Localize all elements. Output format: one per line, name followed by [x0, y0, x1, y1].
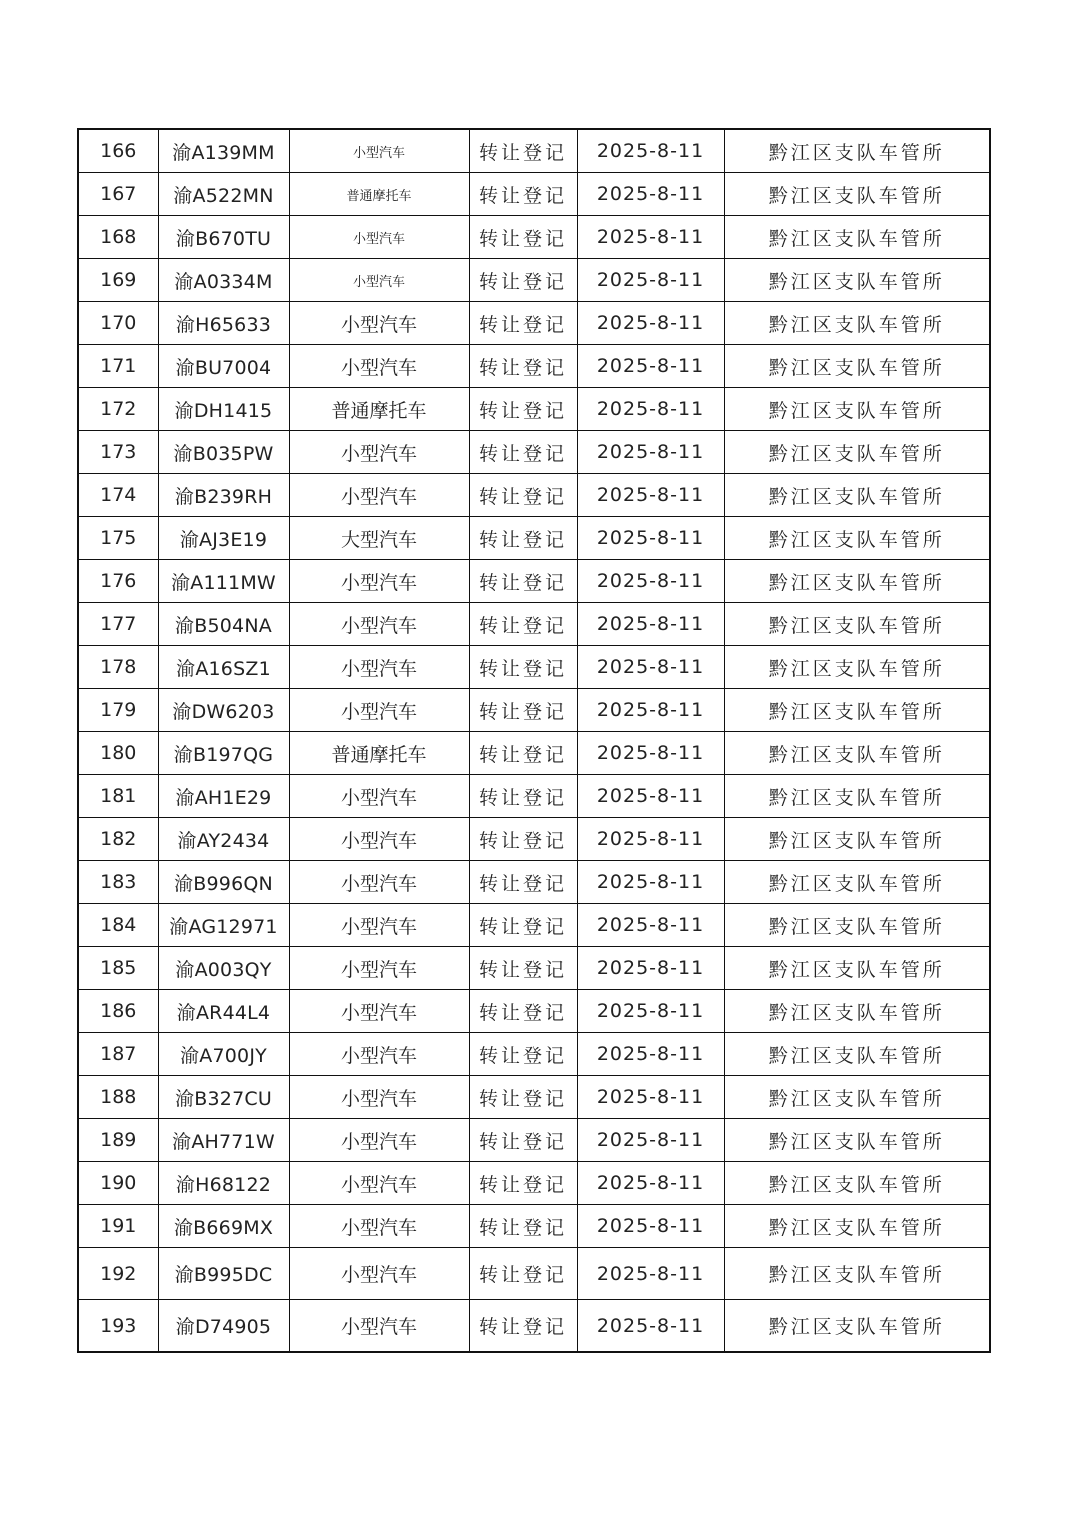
date-cell: 2025-8-11 [577, 517, 724, 560]
office-cell: 黔江区支队车管所 [724, 1162, 990, 1205]
vehicle-transfer-table [77, 128, 991, 1353]
business-type-cell: 转让登记 [469, 259, 577, 302]
row-number-cell: 179 [78, 689, 158, 732]
plate-number-cell: 渝AH771W [158, 1119, 289, 1162]
business-type-cell: 转让登记 [469, 646, 577, 689]
table-row [78, 216, 990, 259]
business-type-cell: 转让登记 [469, 302, 577, 345]
plate-number-cell: 渝H68122 [158, 1162, 289, 1205]
vehicle-type-cell: 小型汽车 [289, 990, 469, 1033]
plate-number-cell: 渝DH1415 [158, 388, 289, 431]
table-row [78, 517, 990, 560]
office-cell: 黔江区支队车管所 [724, 173, 990, 216]
office-cell: 黔江区支队车管所 [724, 431, 990, 474]
business-type-cell: 转让登记 [469, 1162, 577, 1205]
business-type-cell: 转让登记 [469, 1300, 577, 1353]
vehicle-type-cell: 小型汽车 [289, 689, 469, 732]
plate-number-cell: 渝A0334M [158, 259, 289, 302]
table-row [78, 603, 990, 646]
date-cell: 2025-8-11 [577, 818, 724, 861]
table-body [78, 129, 990, 1352]
table-row [78, 1300, 990, 1353]
vehicle-type-cell: 小型汽车 [289, 474, 469, 517]
table-row [78, 775, 990, 818]
date-cell: 2025-8-11 [577, 1300, 724, 1353]
office-cell: 黔江区支队车管所 [724, 1076, 990, 1119]
vehicle-type-cell: 小型汽车 [289, 775, 469, 818]
business-type-cell: 转让登记 [469, 474, 577, 517]
office-cell: 黔江区支队车管所 [724, 1205, 990, 1248]
vehicle-type-cell: 小型汽车 [289, 560, 469, 603]
date-cell: 2025-8-11 [577, 1205, 724, 1248]
date-cell: 2025-8-11 [577, 646, 724, 689]
table-row [78, 1162, 990, 1205]
office-cell: 黔江区支队车管所 [724, 646, 990, 689]
table-row [78, 560, 990, 603]
vehicle-type-cell: 普通摩托车 [289, 732, 469, 775]
business-type-cell: 转让登记 [469, 1205, 577, 1248]
vehicle-type-cell: 普通摩托车 [289, 173, 469, 216]
plate-number-cell: 渝B504NA [158, 603, 289, 646]
date-cell: 2025-8-11 [577, 1119, 724, 1162]
row-number-cell: 170 [78, 302, 158, 345]
plate-number-cell: 渝A139MM [158, 129, 289, 173]
office-cell: 黔江区支队车管所 [724, 689, 990, 732]
business-type-cell: 转让登记 [469, 947, 577, 990]
office-cell: 黔江区支队车管所 [724, 388, 990, 431]
row-number-cell: 186 [78, 990, 158, 1033]
office-cell: 黔江区支队车管所 [724, 129, 990, 173]
row-number-cell: 185 [78, 947, 158, 990]
vehicle-type-cell: 小型汽车 [289, 904, 469, 947]
business-type-cell: 转让登记 [469, 732, 577, 775]
row-number-cell: 168 [78, 216, 158, 259]
vehicle-type-cell: 小型汽车 [289, 1162, 469, 1205]
table-row [78, 732, 990, 775]
row-number-cell: 172 [78, 388, 158, 431]
table-row [78, 1119, 990, 1162]
date-cell: 2025-8-11 [577, 302, 724, 345]
table-row [78, 818, 990, 861]
row-number-cell: 175 [78, 517, 158, 560]
vehicle-type-cell: 小型汽车 [289, 818, 469, 861]
row-number-cell: 184 [78, 904, 158, 947]
office-cell: 黔江区支队车管所 [724, 990, 990, 1033]
office-cell: 黔江区支队车管所 [724, 517, 990, 560]
date-cell: 2025-8-11 [577, 775, 724, 818]
business-type-cell: 转让登记 [469, 431, 577, 474]
plate-number-cell: 渝B035PW [158, 431, 289, 474]
row-number-cell: 191 [78, 1205, 158, 1248]
row-number-cell: 167 [78, 173, 158, 216]
plate-number-cell: 渝A700JY [158, 1033, 289, 1076]
office-cell: 黔江区支队车管所 [724, 904, 990, 947]
business-type-cell: 转让登记 [469, 1076, 577, 1119]
date-cell: 2025-8-11 [577, 1248, 724, 1300]
business-type-cell: 转让登记 [469, 1119, 577, 1162]
vehicle-type-cell: 小型汽车 [289, 861, 469, 904]
business-type-cell: 转让登记 [469, 388, 577, 431]
plate-number-cell: 渝B995DC [158, 1248, 289, 1300]
row-number-cell: 189 [78, 1119, 158, 1162]
office-cell: 黔江区支队车管所 [724, 1033, 990, 1076]
business-type-cell: 转让登记 [469, 990, 577, 1033]
vehicle-type-cell: 小型汽车 [289, 1248, 469, 1300]
office-cell: 黔江区支队车管所 [724, 474, 990, 517]
business-type-cell: 转让登记 [469, 129, 577, 173]
date-cell: 2025-8-11 [577, 1162, 724, 1205]
row-number-cell: 174 [78, 474, 158, 517]
date-cell: 2025-8-11 [577, 129, 724, 173]
date-cell: 2025-8-11 [577, 173, 724, 216]
date-cell: 2025-8-11 [577, 388, 724, 431]
row-number-cell: 178 [78, 646, 158, 689]
row-number-cell: 188 [78, 1076, 158, 1119]
plate-number-cell: 渝B327CU [158, 1076, 289, 1119]
office-cell: 黔江区支队车管所 [724, 1119, 990, 1162]
plate-number-cell: 渝AH1E29 [158, 775, 289, 818]
plate-number-cell: 渝BU7004 [158, 345, 289, 388]
vehicle-type-cell: 小型汽车 [289, 603, 469, 646]
vehicle-type-cell: 小型汽车 [289, 1119, 469, 1162]
business-type-cell: 转让登记 [469, 603, 577, 646]
table-row [78, 474, 990, 517]
office-cell: 黔江区支队车管所 [724, 560, 990, 603]
vehicle-type-cell: 小型汽车 [289, 1205, 469, 1248]
office-cell: 黔江区支队车管所 [724, 216, 990, 259]
office-cell: 黔江区支队车管所 [724, 603, 990, 646]
plate-number-cell: 渝B669MX [158, 1205, 289, 1248]
plate-number-cell: 渝A522MN [158, 173, 289, 216]
office-cell: 黔江区支队车管所 [724, 861, 990, 904]
date-cell: 2025-8-11 [577, 474, 724, 517]
table-row [78, 1248, 990, 1300]
vehicle-type-cell: 小型汽车 [289, 1076, 469, 1119]
plate-number-cell: 渝A111MW [158, 560, 289, 603]
plate-number-cell: 渝AY2434 [158, 818, 289, 861]
table-row [78, 646, 990, 689]
office-cell: 黔江区支队车管所 [724, 345, 990, 388]
vehicle-type-cell: 小型汽车 [289, 1300, 469, 1353]
date-cell: 2025-8-11 [577, 431, 724, 474]
vehicle-type-cell: 小型汽车 [289, 302, 469, 345]
row-number-cell: 193 [78, 1300, 158, 1353]
plate-number-cell: 渝B670TU [158, 216, 289, 259]
office-cell: 黔江区支队车管所 [724, 1248, 990, 1300]
office-cell: 黔江区支队车管所 [724, 775, 990, 818]
plate-number-cell: 渝A16SZ1 [158, 646, 289, 689]
office-cell: 黔江区支队车管所 [724, 1300, 990, 1353]
table-row [78, 904, 990, 947]
vehicle-type-cell: 小型汽车 [289, 129, 469, 173]
vehicle-type-cell: 大型汽车 [289, 517, 469, 560]
row-number-cell: 166 [78, 129, 158, 173]
business-type-cell: 转让登记 [469, 861, 577, 904]
plate-number-cell: 渝AJ3E19 [158, 517, 289, 560]
vehicle-type-cell: 小型汽车 [289, 947, 469, 990]
office-cell: 黔江区支队车管所 [724, 259, 990, 302]
business-type-cell: 转让登记 [469, 173, 577, 216]
business-type-cell: 转让登记 [469, 1033, 577, 1076]
date-cell: 2025-8-11 [577, 603, 724, 646]
plate-number-cell: 渝D74905 [158, 1300, 289, 1353]
business-type-cell: 转让登记 [469, 818, 577, 861]
business-type-cell: 转让登记 [469, 560, 577, 603]
business-type-cell: 转让登记 [469, 345, 577, 388]
date-cell: 2025-8-11 [577, 904, 724, 947]
vehicle-type-cell: 小型汽车 [289, 646, 469, 689]
table-row [78, 345, 990, 388]
table-row [78, 1205, 990, 1248]
plate-number-cell: 渝AR44L4 [158, 990, 289, 1033]
plate-number-cell: 渝DW6203 [158, 689, 289, 732]
office-cell: 黔江区支队车管所 [724, 947, 990, 990]
date-cell: 2025-8-11 [577, 947, 724, 990]
plate-number-cell: 渝B197QG [158, 732, 289, 775]
table-row [78, 173, 990, 216]
date-cell: 2025-8-11 [577, 216, 724, 259]
table-row [78, 990, 990, 1033]
business-type-cell: 转让登记 [469, 904, 577, 947]
table-row [78, 129, 990, 173]
row-number-cell: 181 [78, 775, 158, 818]
business-type-cell: 转让登记 [469, 775, 577, 818]
row-number-cell: 190 [78, 1162, 158, 1205]
business-type-cell: 转让登记 [469, 216, 577, 259]
vehicle-type-cell: 小型汽车 [289, 431, 469, 474]
plate-number-cell: 渝B996QN [158, 861, 289, 904]
date-cell: 2025-8-11 [577, 560, 724, 603]
plate-number-cell: 渝A003QY [158, 947, 289, 990]
row-number-cell: 180 [78, 732, 158, 775]
business-type-cell: 转让登记 [469, 1248, 577, 1300]
row-number-cell: 183 [78, 861, 158, 904]
vehicle-type-cell: 小型汽车 [289, 259, 469, 302]
vehicle-type-cell: 普通摩托车 [289, 388, 469, 431]
date-cell: 2025-8-11 [577, 732, 724, 775]
plate-number-cell: 渝H65633 [158, 302, 289, 345]
date-cell: 2025-8-11 [577, 1033, 724, 1076]
table-row [78, 689, 990, 732]
table-row [78, 388, 990, 431]
row-number-cell: 176 [78, 560, 158, 603]
office-cell: 黔江区支队车管所 [724, 302, 990, 345]
vehicle-type-cell: 小型汽车 [289, 216, 469, 259]
row-number-cell: 177 [78, 603, 158, 646]
date-cell: 2025-8-11 [577, 1076, 724, 1119]
business-type-cell: 转让登记 [469, 517, 577, 560]
table-row [78, 431, 990, 474]
table-row [78, 947, 990, 990]
date-cell: 2025-8-11 [577, 861, 724, 904]
date-cell: 2025-8-11 [577, 689, 724, 732]
table-row [78, 1076, 990, 1119]
date-cell: 2025-8-11 [577, 990, 724, 1033]
row-number-cell: 173 [78, 431, 158, 474]
row-number-cell: 169 [78, 259, 158, 302]
table-row [78, 302, 990, 345]
business-type-cell: 转让登记 [469, 689, 577, 732]
plate-number-cell: 渝B239RH [158, 474, 289, 517]
vehicle-type-cell: 小型汽车 [289, 1033, 469, 1076]
plate-number-cell: 渝AG12971 [158, 904, 289, 947]
date-cell: 2025-8-11 [577, 345, 724, 388]
date-cell: 2025-8-11 [577, 259, 724, 302]
table-row [78, 861, 990, 904]
row-number-cell: 171 [78, 345, 158, 388]
row-number-cell: 182 [78, 818, 158, 861]
vehicle-type-cell: 小型汽车 [289, 345, 469, 388]
office-cell: 黔江区支队车管所 [724, 818, 990, 861]
row-number-cell: 192 [78, 1248, 158, 1300]
table-row [78, 1033, 990, 1076]
row-number-cell: 187 [78, 1033, 158, 1076]
table-row [78, 259, 990, 302]
office-cell: 黔江区支队车管所 [724, 732, 990, 775]
